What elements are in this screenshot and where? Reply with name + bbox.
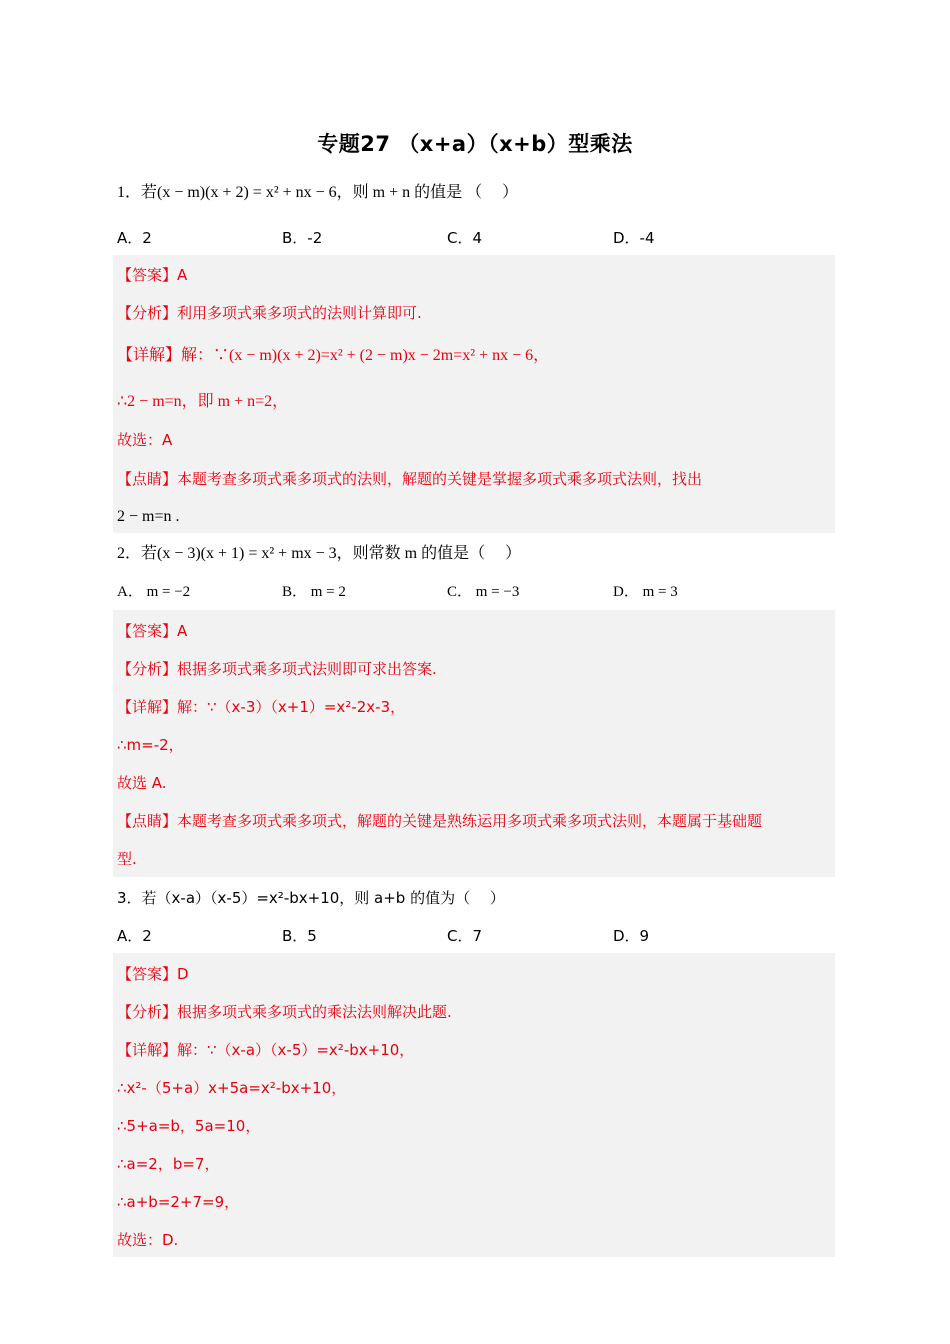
q1-stem: 1．若(x − m)(x + 2) = x² + nx − 6，则 m + n 的值是 （ ） [117,184,519,201]
q1-option-c: C．4 [447,229,483,247]
q3-answer: 【答案】D [117,965,189,983]
q2-option-a: A． m = −2 [117,584,191,600]
q1-detail: 【详解】解：∵(x − m)(x + 2)=x² + (2 − m)x − 2m=x² + nx − 6， [117,347,550,364]
q3-option-d: D．9 [613,927,650,945]
q3-option-a: A．2 [117,927,152,945]
q1-option-b: B．-2 [282,229,323,247]
q1-analysis: 【分析】利用多项式乘多项式的法则计算即可. [117,304,422,322]
q3-analysis: 【分析】根据多项式乘多项式的乘法法则解决此题. [117,1003,452,1021]
q2-option-c: C． m = −3 [447,584,520,600]
q1-comment: 【点睛】本题考查多项式乘多项式的法则，解题的关键是掌握多项式乘多项式法则，找出 [117,470,703,488]
q2-stem: 2．若(x − 3)(x + 1) = x² + mx − 3，则常数 m 的值是（ ） [117,545,522,562]
page-title: 专题27 （x+a）（x+b）型乘法 [317,132,633,156]
q2-comment: 【点睛】本题考查多项式乘多项式，解题的关键是熟练运用多项式乘多项式法则，本题属于基础题 [117,812,763,830]
q1-option-a: A．2 [117,229,152,247]
q1-step1: ∴2 − m=n，即 m + n=2， [117,393,289,410]
q2-option-b: B． m = 2 [282,584,346,600]
q3-step1: ∴x²-（5+a）x+5a=x²-bx+10， [117,1079,347,1097]
q3-stem: 3．若（x-a）（x-5）=x²-bx+10，则 a+b 的值为（ ） [117,889,505,907]
q3-option-c: C．7 [447,927,483,945]
q1-answer: 【答案】A [117,266,188,284]
q2-option-d: D． m = 3 [613,584,678,600]
q3-step4: ∴a+b=2+7=9， [117,1193,240,1211]
q1-choose: 故选：A [117,431,173,449]
q2-step1: ∴m=-2， [117,736,184,754]
q1-option-d: D．-4 [613,229,655,247]
q2-solution-box [113,610,835,877]
q3-option-b: B．5 [282,927,317,945]
q2-detail: 【详解】解：∵（x-3）（x+1）=x²-2x-3， [117,698,406,716]
q3-detail: 【详解】解：∵（x-a）（x-5）=x²-bx+10， [117,1041,415,1059]
q2-comment-cont: 型. [117,850,137,868]
q3-step3: ∴a=2，b=7， [117,1155,220,1173]
q3-step2: ∴5+a=b，5a=10， [117,1117,261,1135]
q2-choose: 故选 A. [117,774,167,792]
q2-analysis: 【分析】根据多项式乘多项式法则即可求出答案. [117,660,437,678]
q1-comment-cont: 2 − m=n . [117,508,180,525]
q3-choose: 故选：D. [117,1231,179,1249]
q2-answer: 【答案】A [117,622,188,640]
